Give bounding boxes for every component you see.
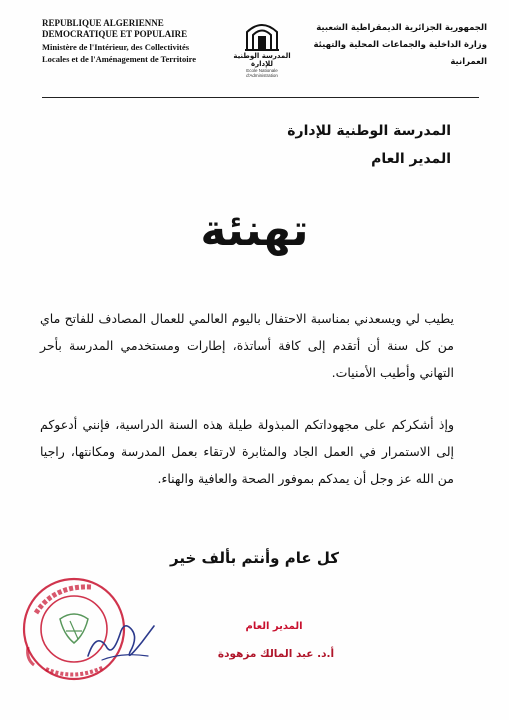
body-paragraph-1: يطيب لي ويسعدني بمناسبة الاحتفال باليوم العالمي للعمال المصادف للفاتح ماي من كل سنة أن أتقدم إلى كافة أساتذة، إطارات ومستخدمي المدرسة بأحر التهاني وأطيب الأمنيات. <box>40 311 454 380</box>
school-name: المدرسة الوطنية للإدارة <box>287 123 451 139</box>
building-icon <box>243 18 281 52</box>
ministry-line-1: Ministère de l'Intérieur, des Collectivités <box>42 42 190 52</box>
school-logo <box>232 18 292 80</box>
republic-arabic: الجمهورية الجزائرية الديمقراطية الشعبية <box>316 23 487 33</box>
republic-line-2: DEMOCRATIQUE ET POPULAIRE <box>42 28 188 39</box>
republic-line-1: REPUBLIQUE ALGERIENNE <box>42 18 164 28</box>
sender-role: المدير العام <box>371 151 451 167</box>
header-arabic <box>287 20 487 71</box>
body-paragraph-2: وإذ أشكركم على مجهوداتكم المبذولة طيلة هذه السنة الدراسية، فإنني أدعوكم إلى الاستمرار في العمل الجاد والمثابرة لارتقاء بعمل المدرسة ومكانتها، راجيا من الله عز وجل أن يمدكم بموفور الصحة والعافية والهناء. <box>40 417 454 486</box>
logo-arabic-text: المدرسة الوطنية للإدارة <box>233 52 291 68</box>
signatory-name: أ.د. عبد المالك مزهودة <box>217 648 335 660</box>
handwritten-signature <box>82 612 162 667</box>
ministry-arabic-2: العمرانية <box>450 57 487 67</box>
ministry-arabic-1: وزارة الداخلية والجماعات المحلية والتهيئة <box>313 40 487 50</box>
signatory-title: المدير العام <box>245 621 303 632</box>
ministry-line-2: Locales et de l'Aménagement de Territoire <box>42 53 196 64</box>
letter-title: تهنئة <box>200 205 309 256</box>
header-french <box>42 18 232 64</box>
closing-greeting: كل عام وأنتم بألف خير <box>170 549 339 567</box>
header-divider <box>42 97 479 98</box>
letter-body <box>40 305 454 517</box>
sender-block <box>287 117 451 173</box>
logo-french-text: Ecole Nationale d'Administration <box>246 68 278 78</box>
